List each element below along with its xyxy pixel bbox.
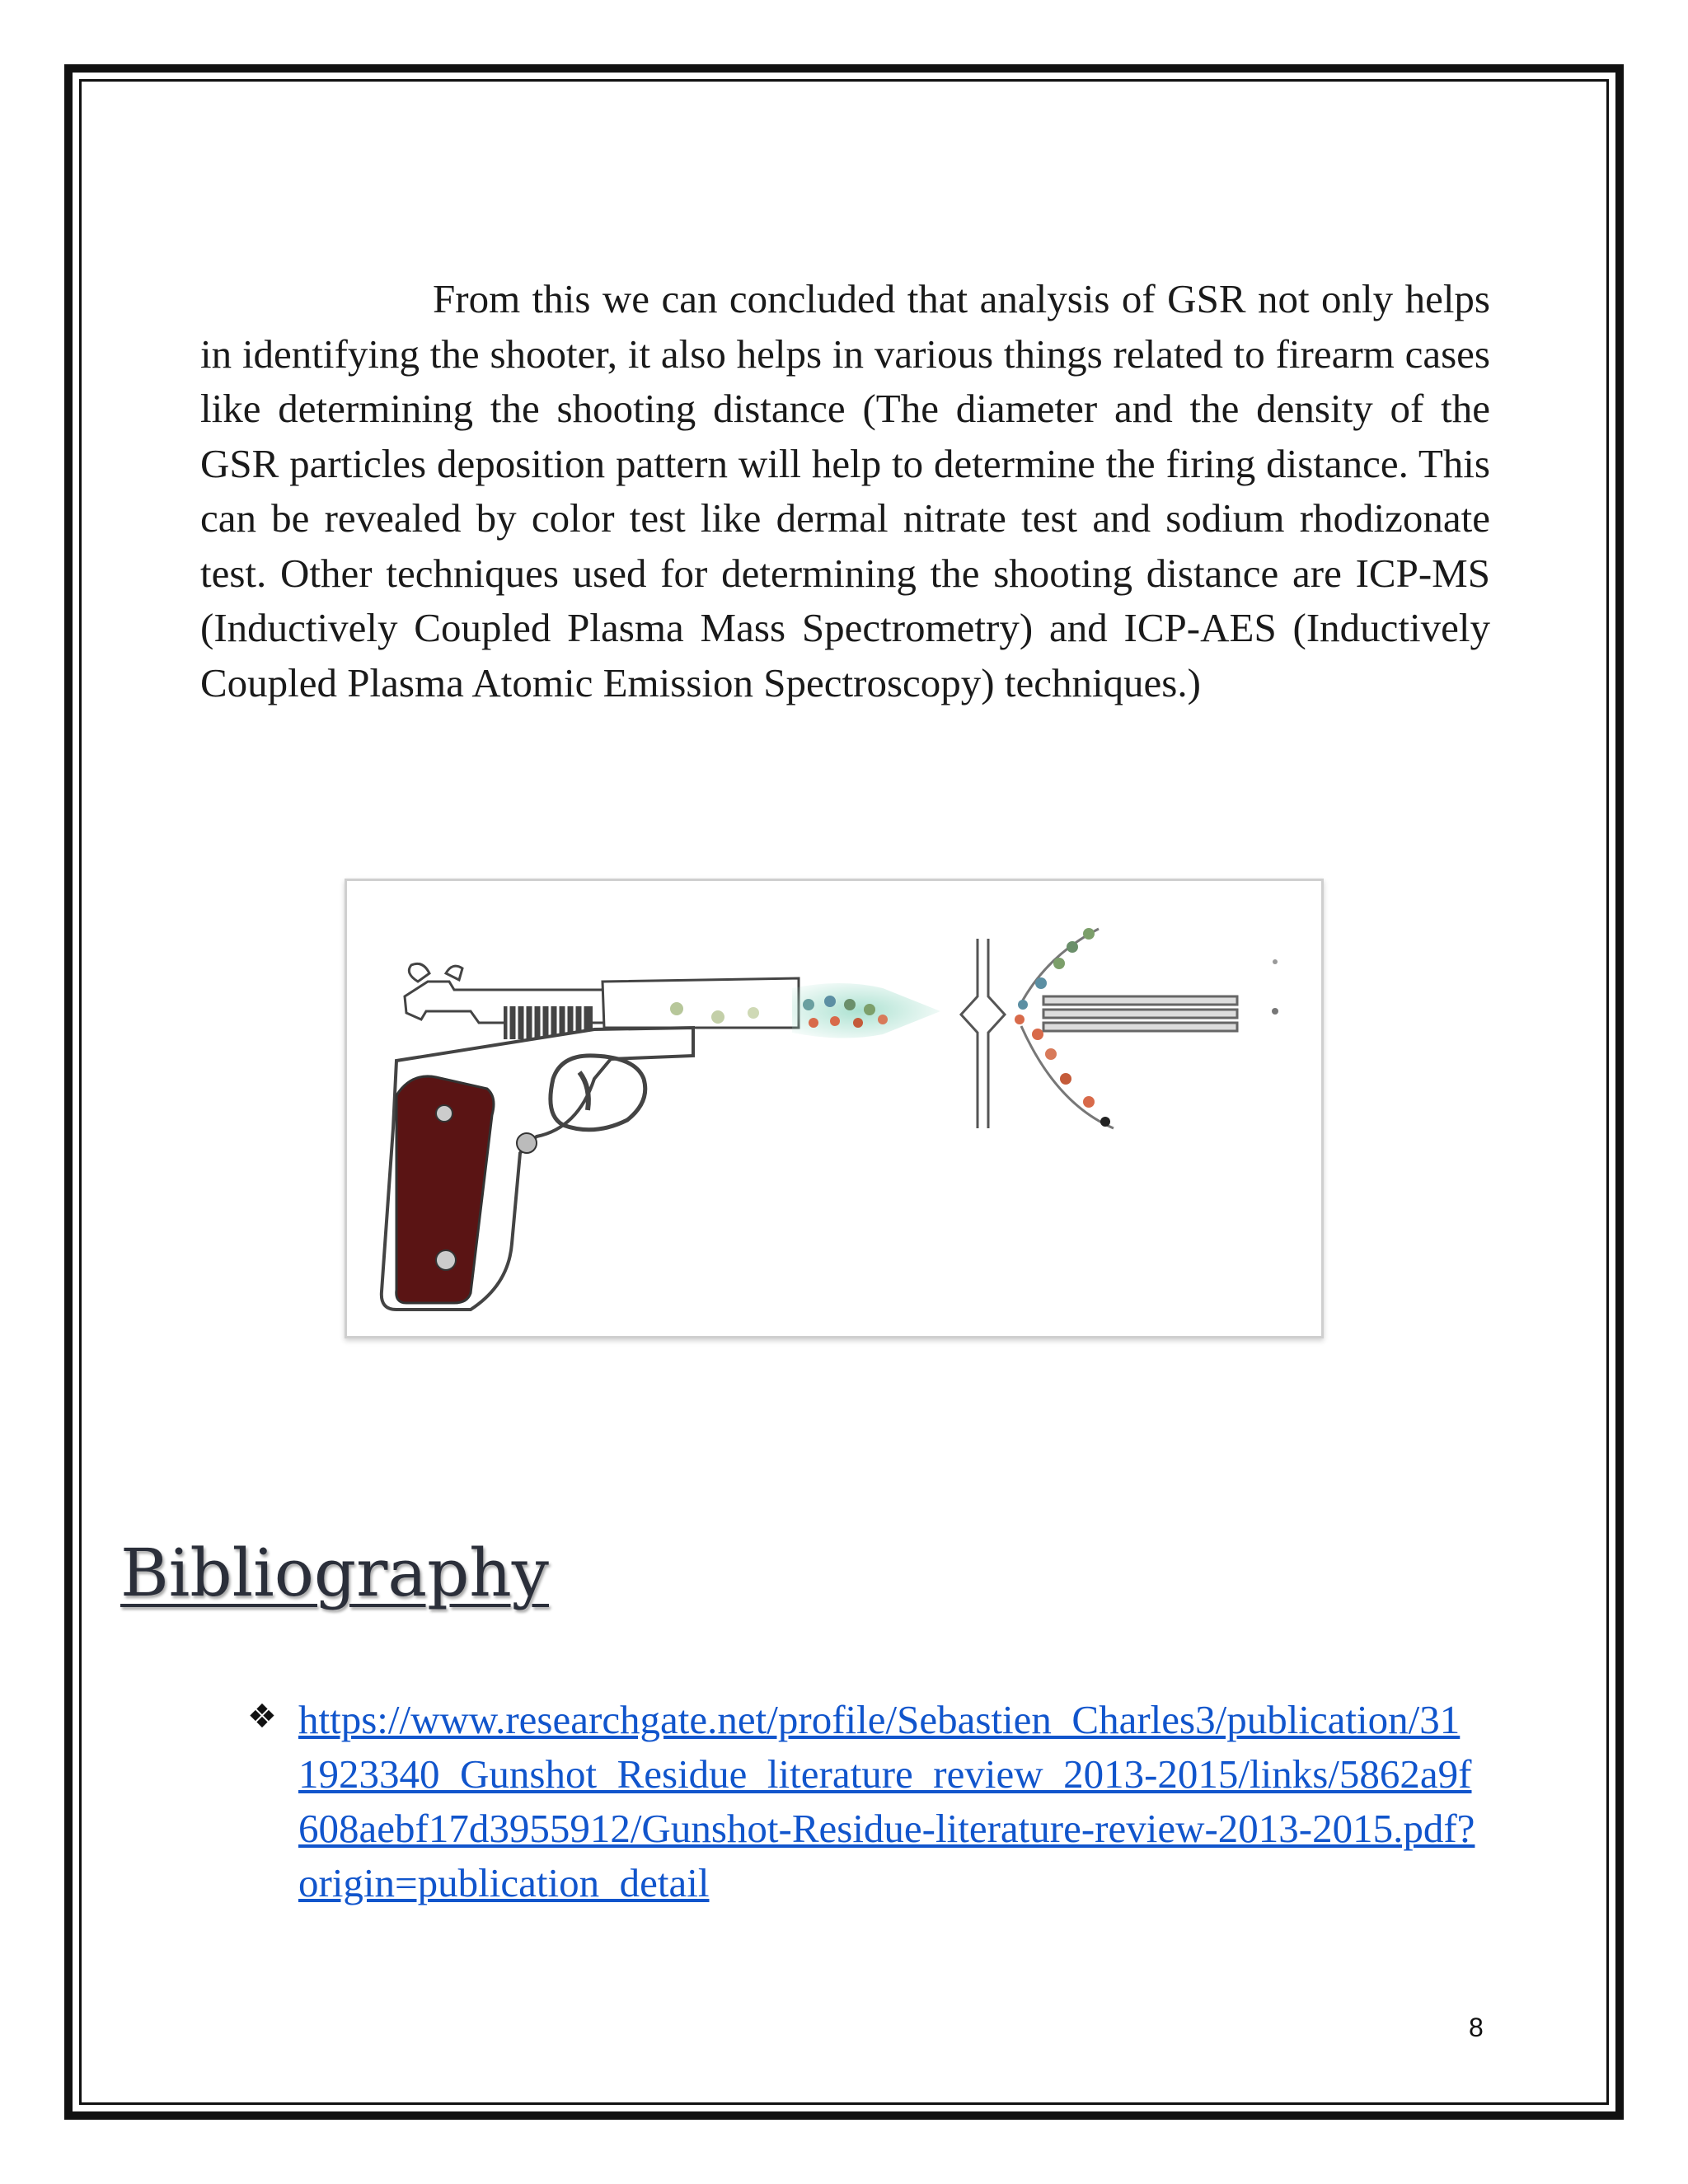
grip-screw-top bbox=[436, 1105, 452, 1122]
gsr-particle bbox=[748, 1007, 759, 1019]
page-number: 8 bbox=[1469, 2013, 1484, 2042]
aperture-left bbox=[961, 939, 978, 1128]
gsr-figure bbox=[345, 879, 1324, 1338]
pistol-gsr-illustration bbox=[347, 881, 1321, 1336]
gsr-particle bbox=[711, 1010, 724, 1024]
pistol-hammer bbox=[409, 963, 429, 982]
bibliography-link[interactable]: https://www.researchgate.net/profile/Sebastien_Charles3/publication/311923340_Gunshot_Residue_literature_review_2013-2015/links/5862a9f608aebf17d3955912/Gunshot-Residue-literature-review-2013-2015.pdf?origin=publication_detail bbox=[298, 1697, 1475, 1905]
body-paragraph: From this we can concluded that analysis of GSR not only helps in identifying the shooter, it also helps in various things related to firearm cases like determining the shooting distance (The diameter and the density of the GSR particles deposition pattern will help to determine the firing distance. This can be revealed by color test like dermal nitrate test and sodium rhodizonate test. Other techniques used for determining the shooting distance are ICP-MS (Inductively Coupled Plasma Mass Spectrometry) and ICP-AES (Inductively Coupled Plasma Atomic Emission Spectroscopy) techniques.) bbox=[200, 276, 1490, 705]
aperture-right bbox=[988, 939, 1005, 1128]
diamond-bullet-icon: ❖ bbox=[247, 1698, 277, 1736]
pistol-barrel bbox=[603, 978, 799, 1028]
grip-screw-bottom bbox=[436, 1250, 456, 1270]
gsr-particle bbox=[670, 1002, 683, 1015]
quadrupole-rods bbox=[1043, 996, 1237, 1031]
bibliography-heading: Bibliography bbox=[120, 1535, 549, 1611]
